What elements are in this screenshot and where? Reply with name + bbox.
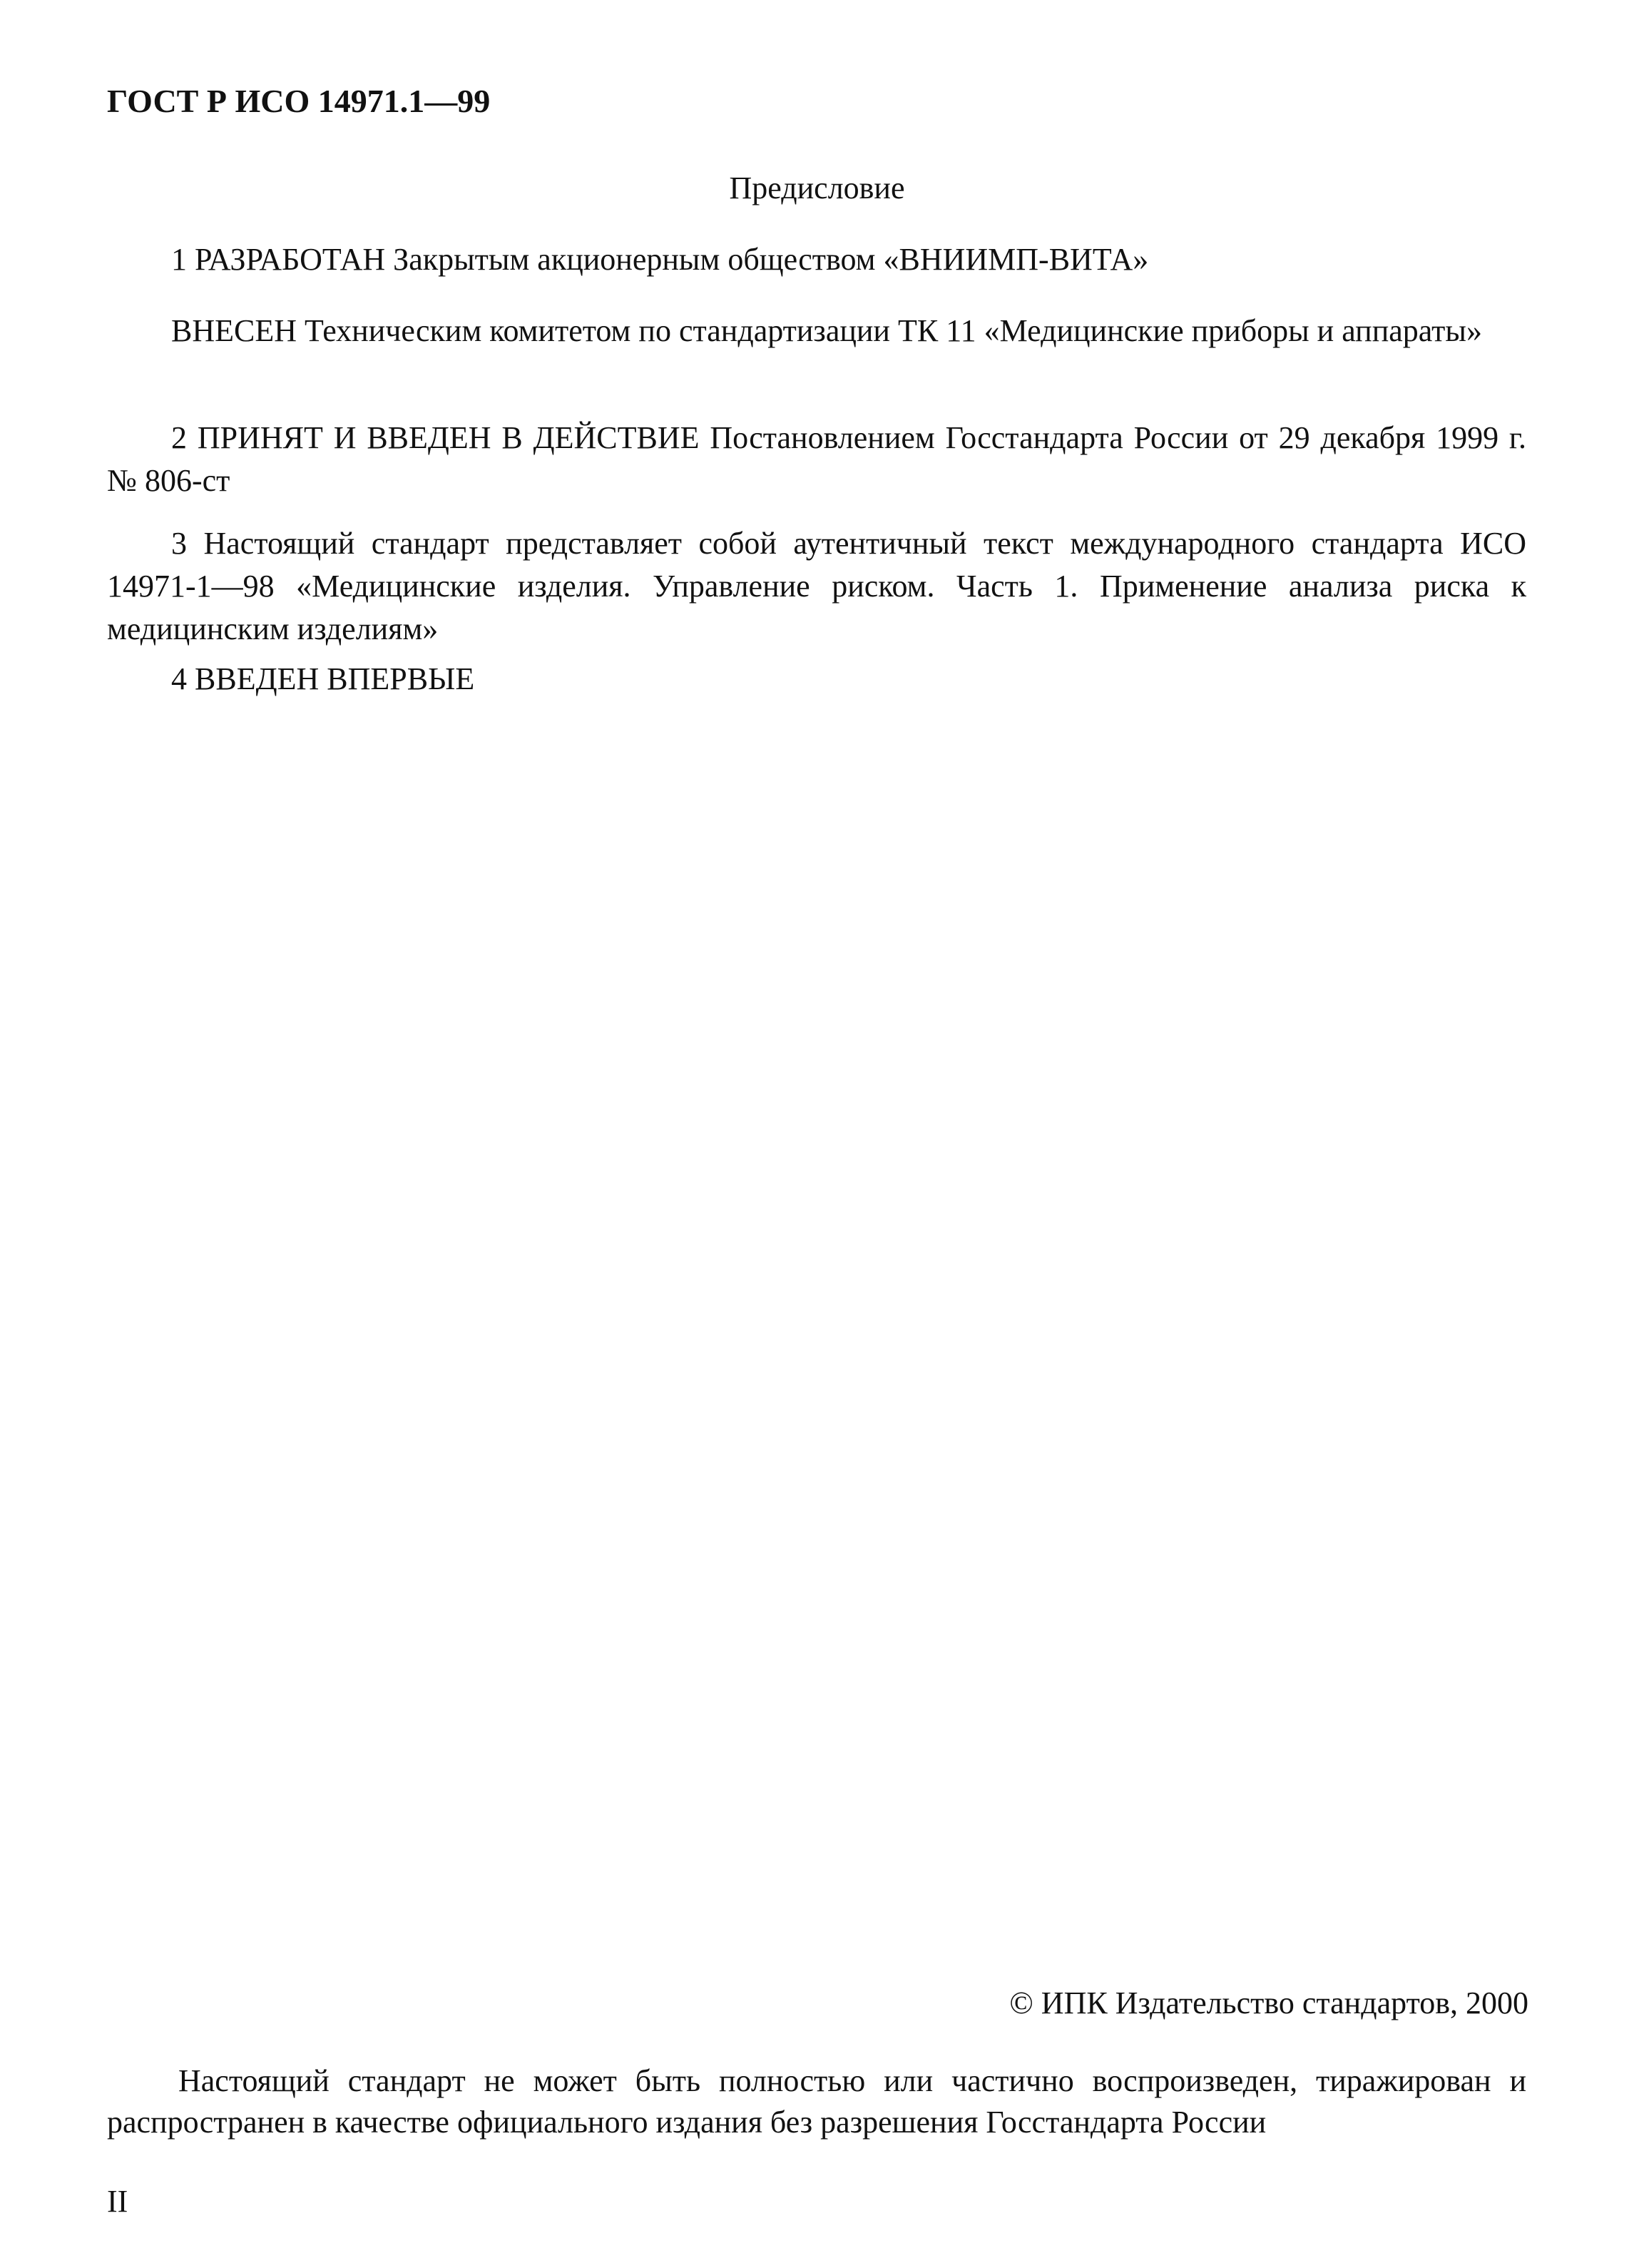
copyright-line: © ИПК Издательство стандартов, 2000 bbox=[1009, 1985, 1528, 2020]
preface-item-introduced: ВНЕСЕН Техническим комитетом по стандартизации ТК 11 «Медицинские приборы и аппараты» bbox=[171, 313, 1482, 348]
preface-heading: Предисловие bbox=[729, 171, 905, 205]
page-number: II bbox=[107, 2184, 128, 2219]
document-code: ГОСТ Р ИСО 14971.1—99 bbox=[107, 83, 491, 119]
reproduction-notice: Настоящий стандарт не может быть полностью или частично воспроизведен, тиражирован и распространен в качестве официального издания без разрешения Госстандарта России bbox=[107, 2063, 1526, 2140]
preface-item-adopted: 2 ПРИНЯТ И ВВЕДЕН В ДЕЙСТВИЕ Постановлением Госстандарта России от 29 декабря 1999 г. № 806-ст bbox=[107, 420, 1526, 498]
preface-item-first-introduced: 4 ВВЕДЕН ВПЕРВЫЕ bbox=[171, 661, 475, 696]
preface-item-developed: 1 РАЗРАБОТАН Закрытым акционерным обществом «ВНИИМП-ВИТА» bbox=[171, 242, 1149, 277]
preface-item-authentic-text: 3 Настоящий стандарт представляет собой аутентичный текст международного стандарта ИСО 14971-1—98 «Медицинские изделия. Управление риском. Часть 1. Применение анализа риска к медицинским изделиям» bbox=[107, 526, 1526, 646]
